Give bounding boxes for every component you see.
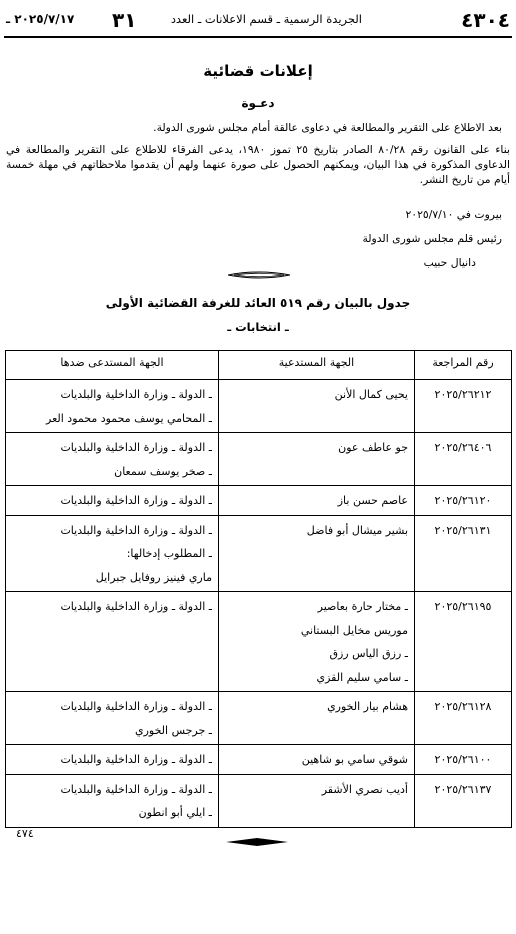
table-row <box>6 515 512 592</box>
reference-cell <box>415 380 512 433</box>
respondent-name: ـ الدولة ـ وزارة الداخلية والبلديات <box>60 441 212 454</box>
applicants-cell <box>219 380 415 433</box>
cases-table <box>5 350 512 828</box>
applicant-name: أديب نصري الأشقر <box>321 782 408 796</box>
applicant-name: جو عاطف عون <box>338 441 408 454</box>
signatory-title: رئيس قلم مجلس شورى الدولة <box>362 232 502 245</box>
header-reference: رقم المراجعة <box>415 351 512 380</box>
reference-cell <box>415 774 512 827</box>
issue-number: ٣١ <box>112 8 137 32</box>
respondents-cell <box>6 515 219 592</box>
reference-number: ٢٠٢٥/٢٦١٣١ <box>434 523 492 537</box>
respondent-name: ـ الدولة ـ وزارة الداخلية والبلديات <box>60 494 212 507</box>
respondent-name: ـ المحامي يوسف محمود محمود العر <box>46 411 212 425</box>
applicants-cell <box>219 515 415 592</box>
header-rule <box>4 36 512 38</box>
section-title: إعلانات قضائية <box>203 62 313 80</box>
notice-title: دعـوة <box>241 96 275 110</box>
signatory-name: دانيال حبيب <box>423 256 476 269</box>
applicant-name: بشير ميشال أبو فاضل <box>306 523 408 537</box>
reference-cell <box>415 692 512 745</box>
notice-paragraph-2: بناء على القانون رقم ٨٠/٢٨ الصادر بتاريخ ٢٥ تموز ١٩٨٠، يدعى الفرقاء للاطلاع على التقرير والمطالعة في الدعاوى المذكورة في هذا البيان، ويمكنهم الحصول على صورة عنهما ولهم أن يقدموا ملاحظاتهم في مهلة خمسة أيام من تاريخ النشر. <box>6 143 510 186</box>
table-row <box>6 380 512 433</box>
header-applicants: الجهة المستدعية <box>219 351 415 380</box>
reference-cell <box>415 745 512 775</box>
reference-number: ٢٠٢٥/٢٦٢١٢ <box>434 388 492 401</box>
respondent-name: ـ صخر يوسف سمعان <box>114 464 212 478</box>
reference-number: ٢٠٢٥/٢٦١٢٠ <box>434 494 492 507</box>
reference-cell <box>415 592 512 692</box>
respondent-name: ـ الدولة ـ وزارة الداخلية والبلديات <box>60 523 212 537</box>
respondents-cell <box>6 692 219 745</box>
respondent-name: ـ الدولة ـ وزارة الداخلية والبلديات <box>60 753 212 766</box>
respondents-cell <box>6 774 219 827</box>
header-respondents: الجهة المستدعى ضدها <box>6 351 219 380</box>
respondent-name: ماري فينيز روفايل جبرايل <box>95 570 212 584</box>
respondent-name: ـ الدولة ـ وزارة الداخلية والبلديات <box>60 600 212 613</box>
table-title: جدول بالبيان رقم ٥١٩ العائد للغرفة القضائية الأولى <box>105 296 411 310</box>
respondent-name: ـ المطلوب إدخالها: <box>126 547 212 560</box>
respondent-name: ـ جرجس الخوري <box>134 723 212 737</box>
applicants-cell <box>219 692 415 745</box>
applicant-name: ـ مختار حارة بعاصير <box>317 600 408 613</box>
notice-paragraph-1: بعد الاطلاع على التقرير والمطالعة في دعاوى عالقة أمام مجلس شورى الدولة. <box>153 121 502 134</box>
divider-ornament <box>228 270 290 280</box>
applicant-name: شوقي سامي بو شاهين <box>301 753 408 766</box>
respondent-name: ـ ايلي أبو انطون <box>138 806 212 819</box>
applicant-name: يحيى كمال الأنن <box>334 388 408 401</box>
applicants-cell <box>219 592 415 692</box>
applicant-name: هشام بيار الخوري <box>327 700 408 713</box>
respondent-name: ـ الدولة ـ وزارة الداخلية والبلديات <box>60 388 212 401</box>
place-date: بيروت في ٢٠٢٥/٧/١٠ <box>405 208 502 221</box>
applicants-cell <box>219 745 415 775</box>
reference-number: ٢٠٢٥/٢٦١٢٨ <box>434 700 492 713</box>
respondent-name: ـ الدولة ـ وزارة الداخلية والبلديات <box>60 700 212 713</box>
table-row <box>6 692 512 745</box>
reference-number: ٢٠٢٥/٢٦٤٠٦ <box>434 441 492 454</box>
applicant-name: ـ رزق الياس رزق <box>329 647 408 660</box>
footer-number: ٤٧٤ <box>16 827 34 840</box>
bottom-ornament <box>226 837 288 847</box>
table-row <box>6 774 512 827</box>
applicant-name: موريس مخايل البستاني <box>300 623 408 637</box>
reference-number: ٢٠٢٥/٢٦١٣٧ <box>434 782 492 796</box>
reference-number: ٢٠٢٥/٢٦١٠٠ <box>434 753 492 766</box>
publication-title: الجريدة الرسمية ـ قسم الاعلانات ـ العدد <box>170 12 362 26</box>
applicant-name: عاصم حسن باز <box>337 494 408 507</box>
table-subtitle: ـ انتخابات ـ <box>227 320 289 334</box>
applicant-name: ـ سامي سليم القزي <box>316 670 408 684</box>
respondents-cell <box>6 592 219 692</box>
respondents-cell <box>6 486 219 516</box>
table-row <box>6 592 512 692</box>
page-number: ٤٣٠٤ <box>461 8 510 32</box>
reference-cell <box>415 515 512 592</box>
table-header-row <box>6 351 512 380</box>
respondents-cell <box>6 380 219 433</box>
applicants-cell <box>219 433 415 486</box>
table-row <box>6 486 512 516</box>
applicants-cell <box>219 774 415 827</box>
applicants-cell <box>219 486 415 516</box>
respondent-name: ـ الدولة ـ وزارة الداخلية والبلديات <box>60 782 212 796</box>
reference-cell <box>415 486 512 516</box>
reference-cell <box>415 433 512 486</box>
table-row <box>6 433 512 486</box>
respondents-cell <box>6 433 219 486</box>
table-row <box>6 745 512 775</box>
respondents-cell <box>6 745 219 775</box>
issue-date: ٢٠٢٥/٧/١٧ ـ <box>6 12 75 26</box>
reference-number: ٢٠٢٥/٢٦١٩٥ <box>434 600 492 613</box>
